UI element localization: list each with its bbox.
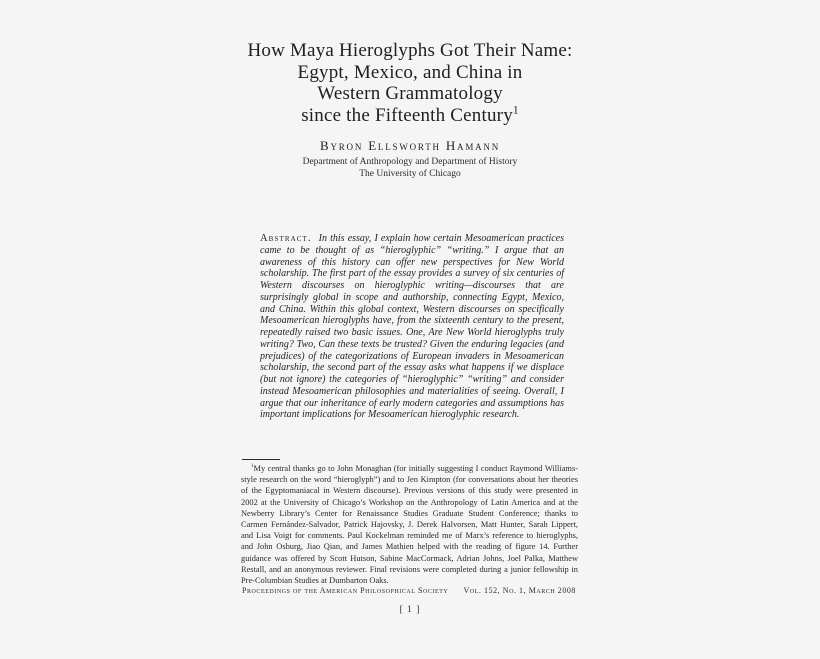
abstract-text: In this essay, I explain how certain Mesoamerican practices came to be thought of as “hieroglyphic” “writing.” I argue that an awareness of this history can offer new perspectives for New World scholarship. The first part of the essay provides a survey of six centuries of Western discourses on hieroglyphic writing—discourses that are surprisingly global in scope and authorship, connecting Egypt, Mexico, and China. Within this global context, Western discourses on specifically Mesoamerican hieroglyphs have, from the sixteenth century to the present, repeatedly raised two basic issues. One, Are New World hieroglyphs truly writing? Two, Can these texts be trusted? Given the enduring legacies (and prejudices) of the categorizations of European invaders in Mesoamerican scholarship, the second part of the essay asks what happens if we displace (but not ignore) the categories of “hieroglyphic” “writing” and consider instead Mesoamerican philosophies and materialities of seeing. Overall, I argue that our inheritance of early modern categories and assumptions has important implications for Mesoamerican hieroglyphic research.	[260, 233, 564, 421]
abstract-label: Abstract.	[260, 233, 312, 244]
journal-name: Proceedings of the American Philosophical Society	[242, 586, 449, 595]
journal-footer	[242, 586, 576, 595]
title-line-3: Western Grammatology	[317, 83, 503, 104]
affiliation-block	[0, 157, 820, 180]
title-line-1: How Maya Hieroglyphs Got Their Name:	[247, 40, 573, 61]
title-line-4-text: since the Fifteenth Century	[301, 104, 513, 126]
footnote-divider	[242, 459, 280, 460]
footnote-marker: 1	[251, 464, 254, 470]
title-line-4	[0, 105, 820, 127]
title-line-2: Egypt, Mexico, and China in	[297, 61, 523, 83]
journal-issue-info: Vol. 152, No. 1, March 2008	[463, 586, 576, 595]
affiliation-line-1: Department of Anthropology and Department of History	[302, 157, 518, 167]
title-footnote-marker: 1	[512, 104, 519, 117]
footnote-text: My central thanks go to John Monaghan (for initially suggesting I conduct Raymond Williams-style research on the word “hieroglyph”) and to Jen Kimpton (for conversations about her theories of the Egyptomaniacal in Western discourse). Previous versions of this study were presented in 2002 at the University of Chicago’s Workshop on the Anthropology of Latin America and at the Newberry Library’s Center for Renaissance Studies Graduate Student Conference; thanks to Carmen Fernández-Salvador, Patrick Hajovsky, J. Derek Halvorsen, Matt Hunter, Sarah Lippert, and Lisa Voigt for comments. Paul Kockelman reminded me of Marx’s reference to hieroglyphs, and John Osburg, Jiao Qian, and James Mathien helped with the reading of figure 14. Further guidance was offered by Scott Hutson, Sabine MacCormack, Adrian Johns, Joel Palka, Matthew Restall, and an anonymous reviewer. Final revisions were completed during a junior fellowship in Pre-Columbian Studies at Dumbarton Oaks.	[241, 464, 578, 586]
abstract-section	[260, 233, 564, 421]
title-block	[0, 40, 820, 180]
page-number: [ 1 ]	[399, 605, 421, 615]
footnote-section	[241, 463, 578, 586]
author-name: Byron Ellsworth Hamann	[319, 138, 501, 153]
affiliation-line-2: The University of Chicago	[359, 168, 461, 179]
article-title	[0, 40, 820, 126]
